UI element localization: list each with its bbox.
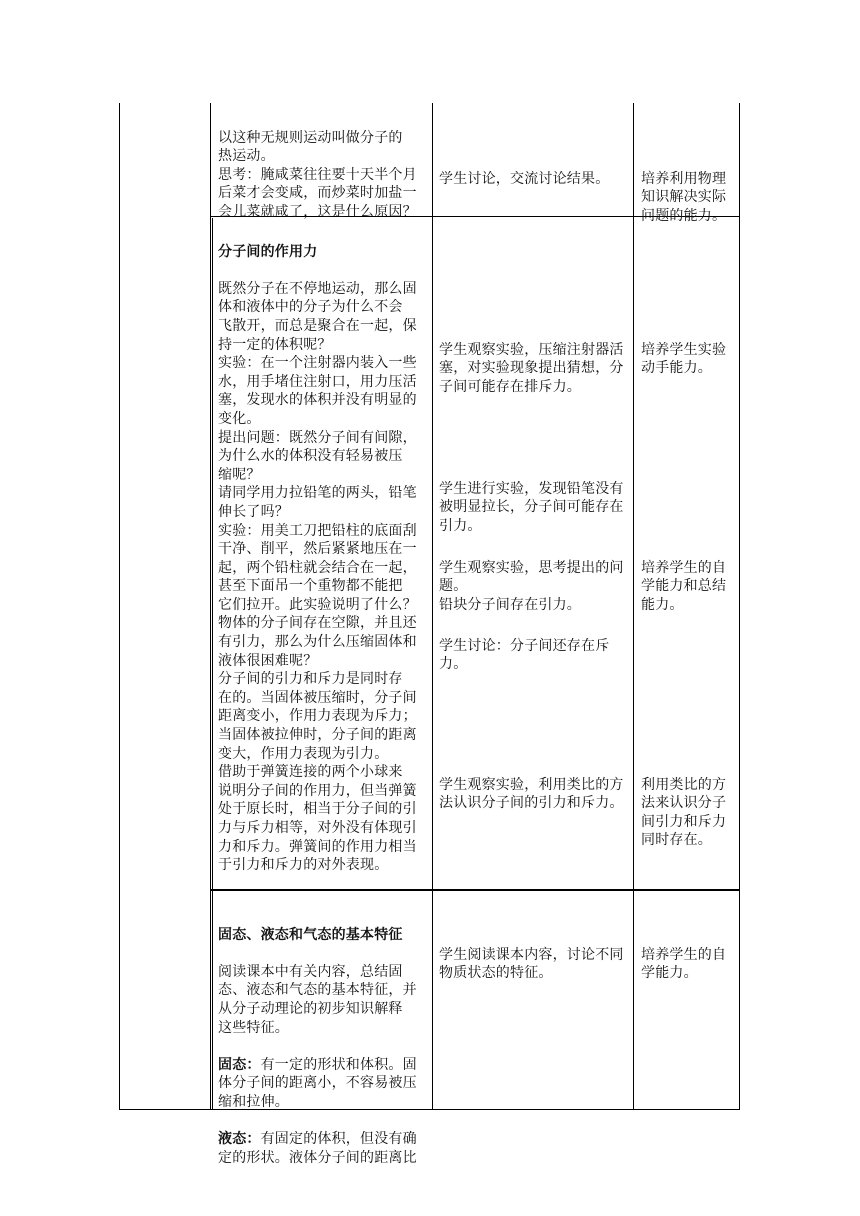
row1-content xyxy=(218,110,430,240)
column-divider-2 xyxy=(432,103,433,1110)
section-heading-states-of-matter: 固态、液态和气态的基本特征 xyxy=(218,926,403,943)
row1-student xyxy=(439,151,631,207)
row1-content-text: 以这种无规则运动叫做分子的 热运动。 思考：腌咸菜往往要十天半个月 后菜才会变咸，而炒菜时加盐一 会儿菜就咸了，这是什么原因？ xyxy=(218,129,417,220)
column-divider-1b xyxy=(212,218,213,1110)
row2-purpose-text-3: 利用类比的方 法来认识分子 间引力和斥力 同时存在。 xyxy=(641,776,727,849)
row2-student-1 xyxy=(439,322,631,415)
row3-purpose xyxy=(641,927,737,1001)
row2-content xyxy=(218,224,430,893)
row2-student-text-5: 学生观察实验，利用类比的方 法认识分子间的引力和斥力。 xyxy=(439,776,624,812)
liquid-state-label: 液态： xyxy=(218,1131,261,1148)
row3-student xyxy=(439,927,631,1001)
row2-student-text-1: 学生观察实验，压缩注射器活 塞，对实验现象提出猜想，分 子间可能存在排斥力。 xyxy=(439,341,624,395)
row2-content-text: 既然分子在不停地运动，那么固 体和液体中的分子为什么不会 飞散开，而总是聚合在一起，保 持一定的体积呢？ 实验：在一个注射器内装入一些 水，用手堵住注射口，用力压活 塞，发现水的体积并没有明显的 变化。 提出问题：既然分子间有间隙， 为什么水的体积没有轻易被压 缩呢？ 请同学用力拉铅笔的两头，铅笔 伸长了吗？ 实验：用美工刀把铅柱的底面刮 干净、削平，然后紧紧地压在一 起，两个铅柱就会结合在一起， 甚至下面吊一个重物都不能把 它们拉开。此实验说明了什么？ 物体的分子间存在空隙，并且还 有引力，那么为什么压缩固体和 液体很困难呢？ 分子间的引力和斥力是同时存 在的。当固体被压缩时，分子间 距离变小，作用力表现为斥力； 当固体被拉伸时，分子间的距离 变大，作用力表现为引力。 借助于弹簧连接的两个小球来 说明分子间的作用力，但当弹簧 处于原长时，相当于分子间的引 力与斥力相等，对外没有体现引 力和斥力。弹簧间的作用力相当 于引力和斥力的对外表现。 xyxy=(218,280,417,874)
table-border-right xyxy=(739,103,740,1110)
table-border-left xyxy=(119,103,120,1110)
row2-student-4 xyxy=(439,618,631,692)
row2-student-text-4: 学生讨论：分子间还存在斥 力。 xyxy=(439,637,610,673)
row2-purpose-text-2: 培养学生的自 学能力和总结 能力。 xyxy=(641,559,727,613)
row1-purpose-text: 培养利用物理 知识解决实际 问题的能力。 xyxy=(641,170,727,224)
column-divider-3 xyxy=(633,103,634,1110)
row2-purpose-text-1: 培养学生实验 动手能力。 xyxy=(641,341,727,377)
row3-content xyxy=(218,907,430,1186)
row2-purpose-3 xyxy=(641,757,737,869)
row2-student-5 xyxy=(439,757,631,831)
liquid-state-paragraph xyxy=(218,1130,430,1167)
row1-student-text: 学生讨论，交流讨论结果。 xyxy=(439,170,610,187)
solid-state-paragraph xyxy=(218,1056,430,1112)
row3-student-text: 学生阅读课本内容，讨论不同 物质状态的特征。 xyxy=(439,946,624,982)
row2-student-text-3: 学生观察实验，思考提出的问 题。 铅块分子间存在引力。 xyxy=(439,559,624,613)
row3-content-intro: 阅读课本中有关内容，总结固 态、液态和气态的基本特征，并 从分子动理论的初步知识解释 这些特征。 xyxy=(218,963,417,1036)
solid-state-label: 固态： xyxy=(218,1056,261,1073)
solid-state-text: 有一定的形状和体积。固 体分子间的距离小，不容易被压 缩和拉伸。 xyxy=(218,1056,417,1110)
row3-purpose-text: 培养学生的自 学能力。 xyxy=(641,946,727,982)
row2-student-text-2: 学生进行实验，发现铅笔没有 被明显拉长，分子间可能存在 引力。 xyxy=(439,480,624,534)
row2-purpose-2 xyxy=(641,540,737,633)
column-divider-1 xyxy=(210,103,211,1110)
row2-purpose-1 xyxy=(641,322,737,396)
section-heading-intermolecular-force: 分子间的作用力 xyxy=(218,243,318,260)
row1-purpose xyxy=(641,151,737,244)
liquid-state-text: 有固定的体积，但没有确 定的形状。液体分子间的距离比 xyxy=(218,1131,417,1166)
